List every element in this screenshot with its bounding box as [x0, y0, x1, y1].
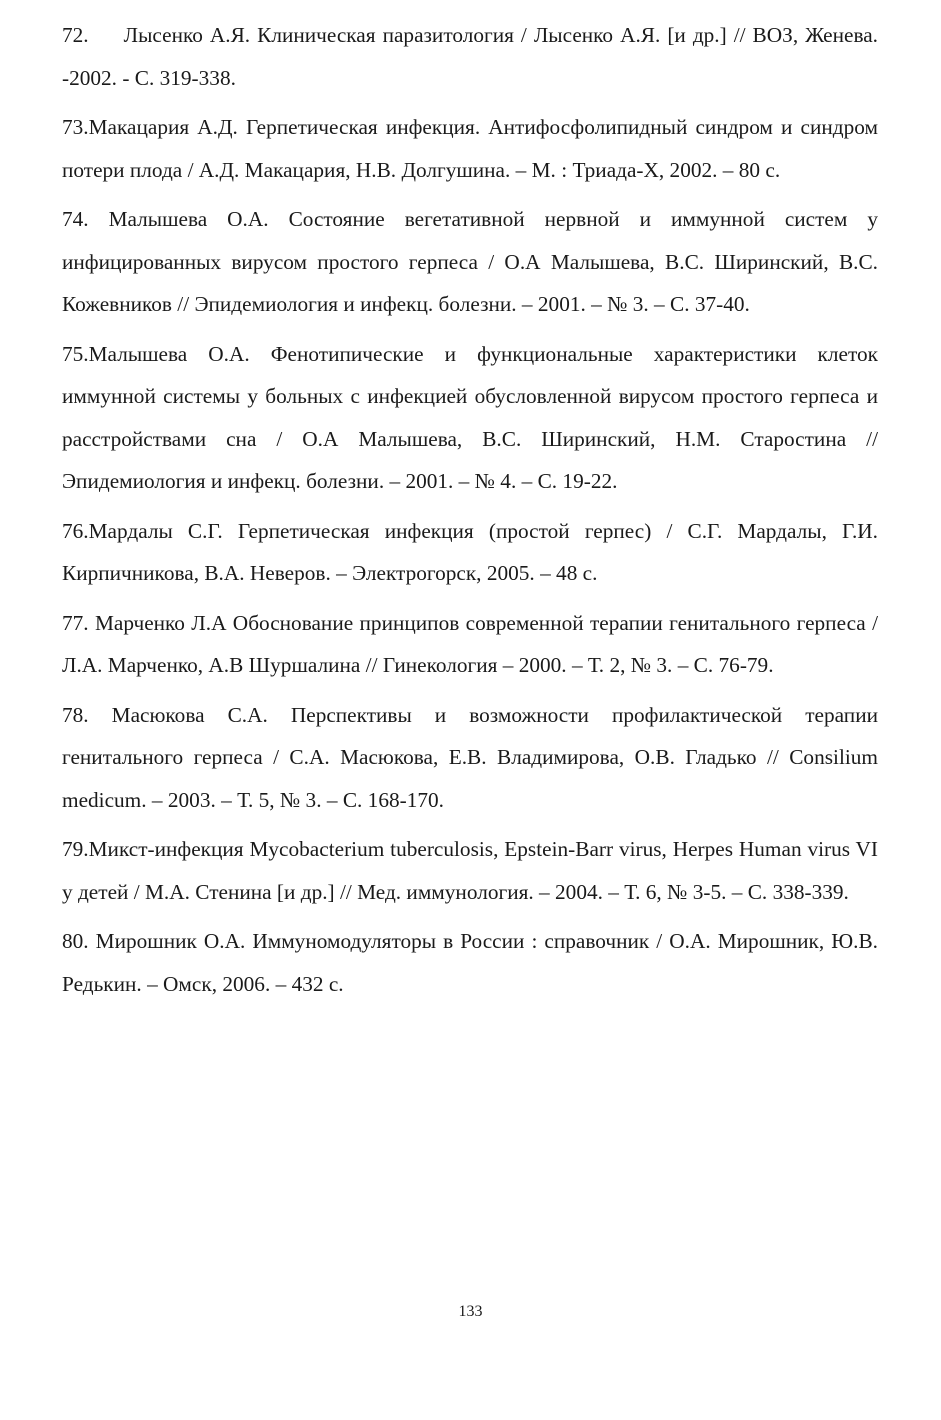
- page-number: 133: [458, 1303, 483, 1320]
- reference-76: 76.Мардалы С.Г. Герпетическая инфекция (простой герпес) / С.Г. Мардалы, Г.И. Кирпичникова, В.А. Неверов. – Электрогорск, 2005. – 48 с.: [62, 518, 878, 585]
- reference-74: 74. Малышева О.А. Состояние вегетативной нервной и иммунной систем у инфицированных вирусом простого герпеса / О.А Малышева, В.С. Ширинский, В.С. Кожевников // Эпидемиология и инфекц. болезни. – 2001. – № 3. – С. 37-40.: [62, 207, 878, 316]
- reference-79: 79.Микст-инфекция Mycobacterium tuberculosis, Epstein-Barr virus, Herpes Human virus VI у детей / М.А. Стенина [и др.] // Мед. иммунология. – 2004. – Т. 6, № 3-5. – С. 338-339.: [62, 837, 878, 904]
- reference-80: 80. Мирошник О.А. Иммуномодуляторы в России : справочник / О.А. Мирошник, Ю.В. Редькин. – Омск, 2006. – 432 с.: [62, 929, 878, 996]
- reference-list: [62, 14, 878, 1012]
- reference-72: 72. Лысенко А.Я. Клиническая паразитология / Лысенко А.Я. [и др.] // ВОЗ, Женева. -2002. - С. 319-338.: [62, 23, 878, 90]
- reference-77: 77. Марченко Л.А Обоснование принципов современной терапии генитального герпеса / Л.А. Марченко, А.В Шуршалина // Гинекология – 2000. – Т. 2, № 3. – С. 76-79.: [62, 610, 878, 677]
- reference-75: 75.Малышева О.А. Фенотипические и функциональные характеристики клеток иммунной системы у больных с инфекцией обусловленной вирусом простого герпеса и расстройствами сна / О.А Малышева, В.С. Ширинский, Н.М. Старостина // Эпидемиология и инфекц. болезни. – 2001. – № 4. – С. 19-22.: [62, 341, 878, 493]
- reference-73: 73.Макацария А.Д. Герпетическая инфекция. Антифосфолипидный синдром и синдром потери плода / А.Д. Макацария, Н.В. Долгушина. – М. : Триада-Х, 2002. – 80 с.: [62, 115, 878, 182]
- reference-78: 78. Масюкова С.А. Перспективы и возможности профилактической терапии генитального герпеса / С.А. Масюкова, Е.В. Владимирова, О.В. Гладько // Consilium medicum. – 2003. – Т. 5, № 3. – С. 168-170.: [62, 702, 878, 812]
